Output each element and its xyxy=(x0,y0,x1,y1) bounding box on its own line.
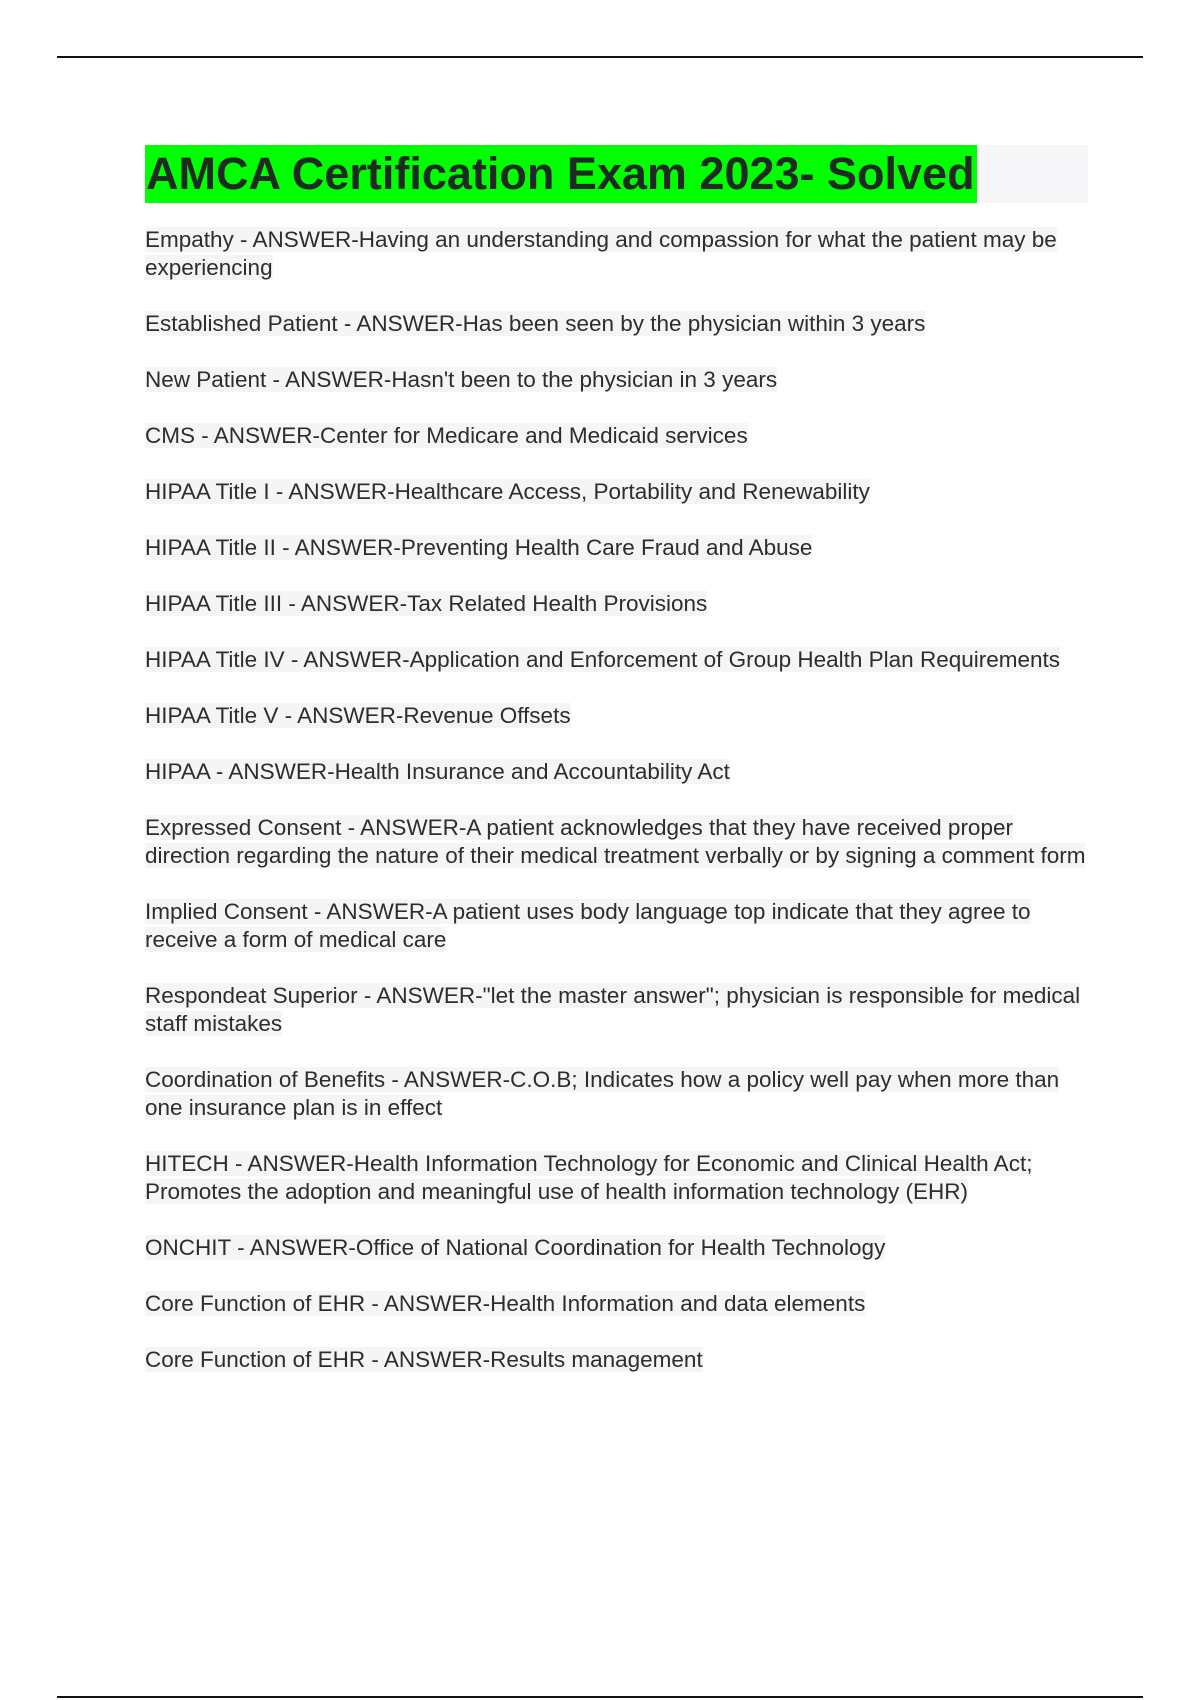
qa-item-text: CMS - ANSWER-Center for Medicare and Medicaid services xyxy=(145,423,748,448)
qa-item-text: HIPAA Title IV - ANSWER-Application and Enforcement of Group Health Plan Requirements xyxy=(145,647,1061,672)
qa-item xyxy=(145,814,1095,870)
qa-item-text: Respondeat Superior - ANSWER-"let the master answer"; physician is responsible for medical staff mistakes xyxy=(145,983,1081,1036)
qa-item-text: HIPAA Title II - ANSWER-Preventing Health Care Fraud and Abuse xyxy=(145,535,813,560)
qa-item-text: Expressed Consent - ANSWER-A patient acknowledges that they have received proper direction regarding the nature of their medical treatment verbally or by signing a comment form xyxy=(145,815,1086,868)
qa-item xyxy=(145,310,1095,338)
qa-item-text: HIPAA Title I - ANSWER-Healthcare Access, Portability and Renewability xyxy=(145,479,870,504)
qa-item-text: HIPAA Title III - ANSWER-Tax Related Health Provisions xyxy=(145,591,708,616)
qa-item xyxy=(145,1346,1095,1374)
qa-item xyxy=(145,366,1095,394)
qa-item-text: HITECH - ANSWER-Health Information Technology for Economic and Clinical Health Act; Promotes the adoption and meaningful use of health information technology (EHR) xyxy=(145,1151,1033,1204)
qa-list xyxy=(145,226,1095,1402)
qa-item xyxy=(145,982,1095,1038)
qa-item-text: ONCHIT - ANSWER-Office of National Coordination for Health Technology xyxy=(145,1235,886,1260)
qa-item xyxy=(145,1066,1095,1122)
qa-item xyxy=(145,702,1095,730)
qa-item-text: Core Function of EHR - ANSWER-Results management xyxy=(145,1347,703,1372)
qa-item-text: Implied Consent - ANSWER-A patient uses body language top indicate that they agree to receive a form of medical care xyxy=(145,899,1031,952)
qa-item xyxy=(145,226,1095,282)
qa-item xyxy=(145,1234,1095,1262)
qa-item-text: Established Patient - ANSWER-Has been seen by the physician within 3 years xyxy=(145,311,926,336)
qa-item xyxy=(145,1150,1095,1206)
qa-item-text: HIPAA Title V - ANSWER-Revenue Offsets xyxy=(145,703,571,728)
qa-item xyxy=(145,478,1095,506)
qa-item-text: Coordination of Benefits - ANSWER-C.O.B; Indicates how a policy well pay when more than one insurance plan is in effect xyxy=(145,1067,1060,1120)
qa-item-text: New Patient - ANSWER-Hasn't been to the physician in 3 years xyxy=(145,367,778,392)
qa-item xyxy=(145,898,1095,954)
qa-item xyxy=(145,534,1095,562)
qa-item-text: Core Function of EHR - ANSWER-Health Information and data elements xyxy=(145,1291,866,1316)
qa-item xyxy=(145,422,1095,450)
title-banner xyxy=(145,145,1088,203)
qa-item-text: Empathy - ANSWER-Having an understanding and compassion for what the patient may be experiencing xyxy=(145,227,1057,280)
qa-item xyxy=(145,1290,1095,1318)
qa-item xyxy=(145,590,1095,618)
qa-item-text: HIPAA - ANSWER-Health Insurance and Accountability Act xyxy=(145,759,730,784)
qa-item xyxy=(145,646,1095,674)
qa-item xyxy=(145,758,1095,786)
page-title: AMCA Certification Exam 2023- Solved xyxy=(145,145,977,203)
top-divider xyxy=(57,56,1143,58)
bottom-divider xyxy=(57,1696,1143,1698)
